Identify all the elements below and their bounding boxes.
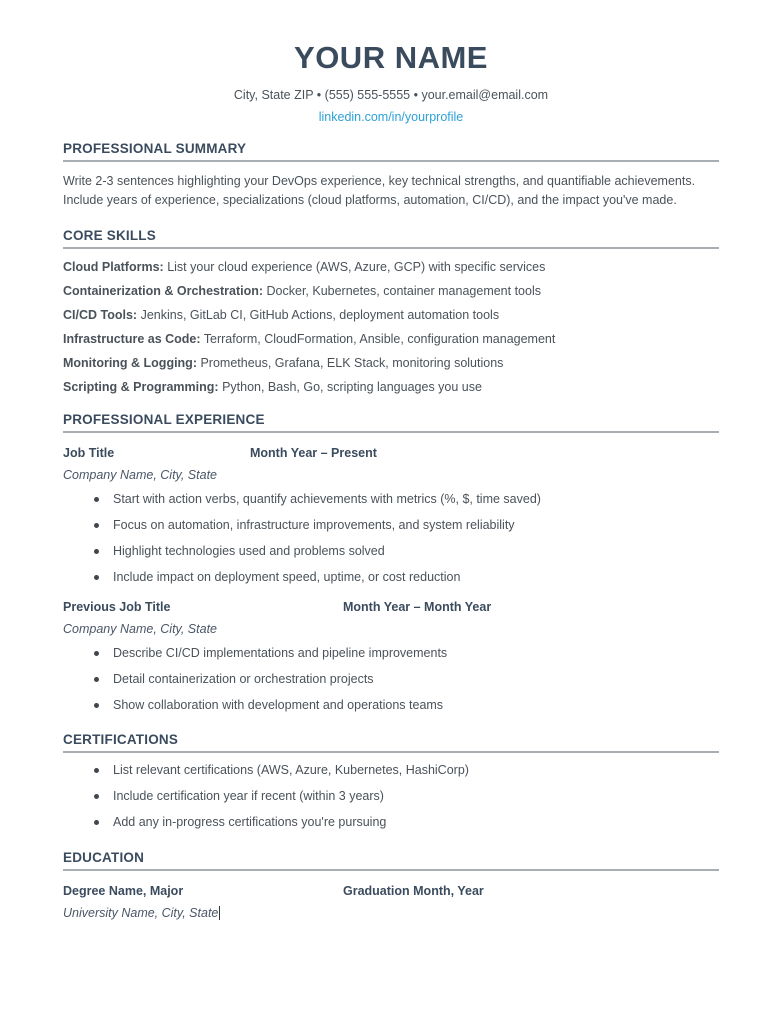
section-divider xyxy=(63,869,719,871)
university-name: University Name, City, State xyxy=(63,905,219,920)
section-heading-education: EDUCATION xyxy=(63,849,145,865)
job-entry-previous xyxy=(63,600,719,715)
contact-line: City, State ZIP • (555) 555-5555 • your.email@email.com xyxy=(233,87,549,102)
section-divider xyxy=(63,751,719,753)
skill-line xyxy=(63,260,719,274)
skill-line xyxy=(63,380,719,394)
skill-text: Python, Bash, Go, scripting languages you use xyxy=(222,380,482,395)
job-dates: Month Year – Present xyxy=(250,446,377,461)
university-line xyxy=(63,906,719,920)
bullet-item: Include impact on deployment speed, uptime, or cost reduction xyxy=(63,569,719,587)
skill-text: Docker, Kubernetes, container management tools xyxy=(266,284,541,299)
job-title: Job Title xyxy=(63,446,115,461)
job-header xyxy=(63,446,719,462)
skill-text: List your cloud experience (AWS, Azure, GCP) with specific services xyxy=(167,260,546,275)
skill-text: Jenkins, GitLab CI, GitHub Actions, deployment automation tools xyxy=(140,308,500,323)
degree-name: Degree Name, Major xyxy=(63,883,184,898)
skill-label: CI/CD Tools: xyxy=(63,308,138,323)
graduation-date: Graduation Month, Year xyxy=(343,883,484,898)
bullet-item: Focus on automation, infrastructure improvements, and system reliability xyxy=(63,517,719,535)
linkedin-link[interactable]: linkedin.com/in/yourprofile xyxy=(318,109,464,124)
section-heading-certifications: CERTIFICATIONS xyxy=(63,732,179,748)
bullet-item: List relevant certifications (AWS, Azure, Kubernetes, HashiCorp) xyxy=(63,762,719,780)
education-header xyxy=(63,884,719,900)
skill-text: Prometheus, Grafana, ELK Stack, monitoring solutions xyxy=(200,356,504,371)
job-title: Previous Job Title xyxy=(63,599,171,614)
certifications-bullet-list xyxy=(63,762,719,832)
skill-label: Scripting & Programming: xyxy=(63,380,219,395)
job-dates: Month Year – Month Year xyxy=(343,599,492,614)
skill-line xyxy=(63,308,719,322)
section-heading-professional-summary: PROFESSIONAL SUMMARY xyxy=(63,140,247,156)
company-line: Company Name, City, State xyxy=(63,621,217,636)
skill-label: Cloud Platforms: xyxy=(63,260,164,275)
skill-line xyxy=(63,356,719,370)
skill-text: Terraform, CloudFormation, Ansible, configuration management xyxy=(203,332,556,347)
bullet-item: Detail containerization or orchestration projects xyxy=(63,671,719,689)
section-heading-professional-experience: PROFESSIONAL EXPERIENCE xyxy=(63,412,265,428)
section-divider xyxy=(63,247,719,249)
section-divider xyxy=(63,160,719,162)
education-entry xyxy=(63,884,719,920)
core-skills-list xyxy=(63,260,719,394)
company-line: Company Name, City, State xyxy=(63,468,217,483)
bullet-item: Describe CI/CD implementations and pipeline improvements xyxy=(63,645,719,663)
resume-name-title: YOUR NAME xyxy=(294,40,488,75)
skill-line xyxy=(63,284,719,298)
job-bullet-list xyxy=(63,491,719,587)
text-cursor xyxy=(219,906,220,920)
bullet-item: Start with action verbs, quantify achievements with metrics (%, $, time saved) xyxy=(63,491,719,509)
bullet-item: Highlight technologies used and problems solved xyxy=(63,543,719,561)
bullet-item: Show collaboration with development and operations teams xyxy=(63,697,719,715)
job-entry-current xyxy=(63,446,719,587)
bullet-item: Add any in-progress certifications you're pursuing xyxy=(63,814,719,832)
skill-line xyxy=(63,332,719,346)
section-divider xyxy=(63,431,719,433)
job-bullet-list xyxy=(63,645,719,715)
summary-paragraph: Write 2-3 sentences highlighting your DevOps experience, key technical strengths, and quantifiable achievements. Include years of experience, specializations (cloud platforms, automation, CI/CD), and the impact you've made. xyxy=(63,173,696,208)
linkedin-line xyxy=(63,110,719,124)
section-heading-core-skills: CORE SKILLS xyxy=(63,228,156,244)
bullet-item: Include certification year if recent (within 3 years) xyxy=(63,788,719,806)
skill-label: Containerization & Orchestration: xyxy=(63,284,264,299)
skill-label: Infrastructure as Code: xyxy=(63,332,201,347)
skill-label: Monitoring & Logging: xyxy=(63,356,197,371)
job-header xyxy=(63,600,719,616)
